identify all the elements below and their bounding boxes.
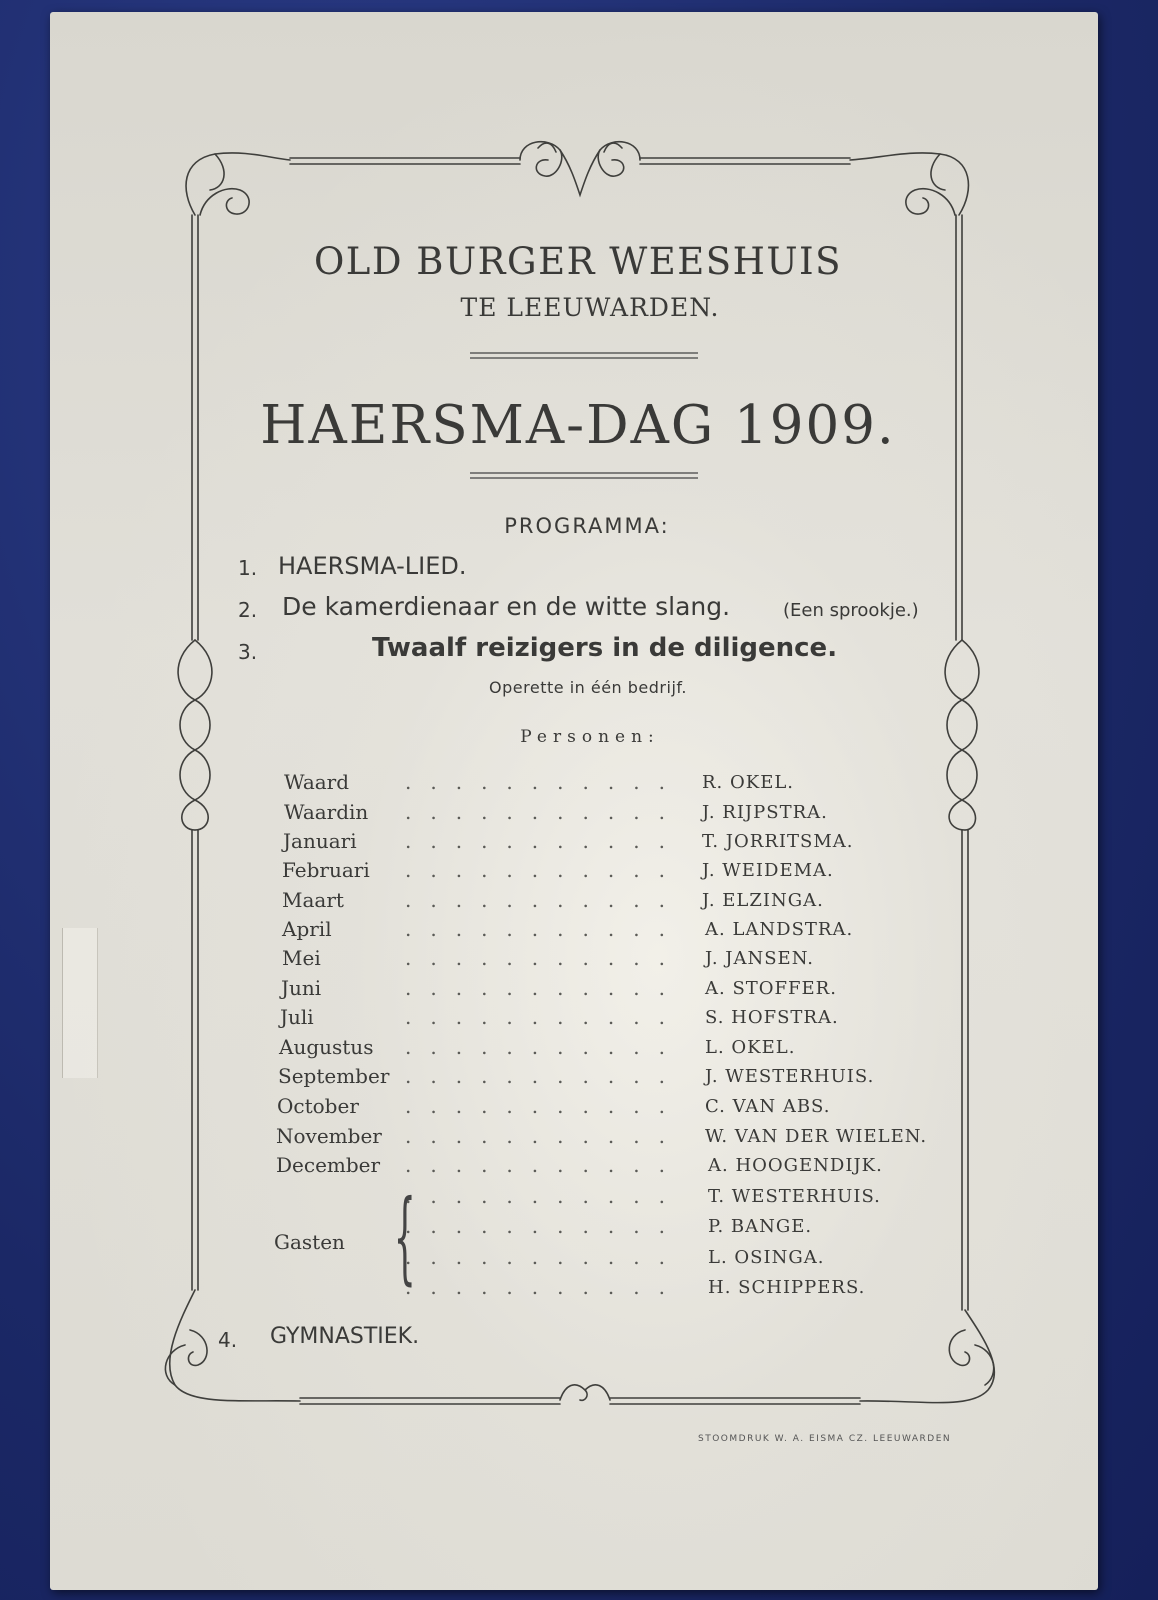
cast-role: Maart <box>282 888 344 912</box>
printer-imprint: STOOMDRUK W. A. EISMA CZ. LEEUWARDEN <box>698 1434 952 1444</box>
cast-role: Februari <box>282 858 370 882</box>
cast-role: Augustus <box>279 1035 374 1059</box>
item-number: 3. <box>238 640 258 664</box>
guests-brace: { <box>393 1178 416 1295</box>
cast-role: October <box>277 1094 359 1118</box>
cast-actor: A. STOFFER. <box>705 978 837 999</box>
cast-heading: Personen: <box>520 727 660 747</box>
leader-dots: ........... <box>405 1035 684 1059</box>
leader-dots: ........... <box>405 976 684 1000</box>
cast-actor: C. VAN ABS. <box>705 1096 831 1117</box>
cast-actor: J. WEIDEMA. <box>702 860 834 881</box>
leader-dots: ........... <box>405 946 684 970</box>
leader-dots: ........... <box>405 1245 684 1269</box>
cast-actor: R. OKEL. <box>702 772 795 793</box>
cast-actor: J. RIJPSTRA. <box>702 802 828 823</box>
leader-dots: ........... <box>405 917 684 941</box>
leader-dots: ........... <box>405 829 684 853</box>
cast-actor: L. OKEL. <box>705 1037 796 1058</box>
cast-actor: T. JORRITSMA. <box>702 831 854 852</box>
guests-label: Gasten <box>274 1230 345 1254</box>
guest-actor: T. WESTERHUIS. <box>708 1186 881 1207</box>
item-title: De kamerdienaar en de witte slang. <box>282 592 731 621</box>
program-heading: PROGRAMMA: <box>504 514 670 538</box>
item-title: Twaalf reizigers in de diligence. <box>372 633 838 663</box>
guest-actor: L. OSINGA. <box>708 1247 825 1268</box>
cast-actor: J. WESTERHUIS. <box>705 1066 875 1087</box>
cast-actor: J. ELZINGA. <box>702 890 824 911</box>
leader-dots: ........... <box>405 1275 684 1299</box>
leader-dots: ........... <box>405 888 684 912</box>
cast-role: Waard <box>284 770 350 794</box>
cast-actor: A. LANDSTRA. <box>705 919 854 940</box>
cast-actor: W. VAN DER WIELEN. <box>705 1126 928 1147</box>
institution-title: OLD BURGER WEESHUIS <box>313 240 843 283</box>
cast-role: November <box>276 1124 382 1148</box>
guest-actor: P. BANGE. <box>708 1216 813 1237</box>
leader-dots: ........... <box>405 1005 684 1029</box>
leader-dots: ........... <box>405 800 684 824</box>
item-title: HAERSMA-LIED. <box>278 552 467 580</box>
leader-dots: ........... <box>405 1153 684 1177</box>
cast-role: Mei <box>282 946 321 970</box>
cast-role: Juni <box>281 976 322 1000</box>
item-title: GYMNASTIEK. <box>270 1324 420 1349</box>
cast-actor: J. JANSEN. <box>705 948 815 969</box>
cast-actor: S. HOFSTRA. <box>705 1007 839 1028</box>
leader-dots: ........... <box>405 1214 684 1238</box>
leader-dots: ........... <box>405 1094 684 1118</box>
leader-dots: ........... <box>405 858 684 882</box>
cast-role: September <box>278 1064 390 1088</box>
item-number: 4. <box>218 1328 238 1352</box>
cast-role: Januari <box>283 829 357 853</box>
location-subtitle: TE LEEUWARDEN. <box>460 293 720 322</box>
event-title: HAERSMA-DAG 1909. <box>260 395 896 456</box>
cast-actor: A. HOOGENDIJK. <box>708 1155 883 1176</box>
cast-role: Juli <box>280 1005 314 1029</box>
leader-dots: ........... <box>405 1124 684 1148</box>
item-number: 1. <box>238 556 258 580</box>
tape-strip <box>62 928 98 1078</box>
cast-role: December <box>276 1153 381 1177</box>
item-note: Operette in één bedrijf. <box>489 678 687 697</box>
item-number: 2. <box>238 598 258 622</box>
guest-actor: H. SCHIPPERS. <box>708 1277 866 1298</box>
cast-role: April <box>282 917 332 941</box>
item-note: (Een sprookje.) <box>783 600 919 621</box>
leader-dots: ........... <box>405 770 684 794</box>
cast-role: Waardin <box>284 800 369 824</box>
leader-dots: ........... <box>405 1184 684 1208</box>
leader-dots: ........... <box>405 1064 684 1088</box>
